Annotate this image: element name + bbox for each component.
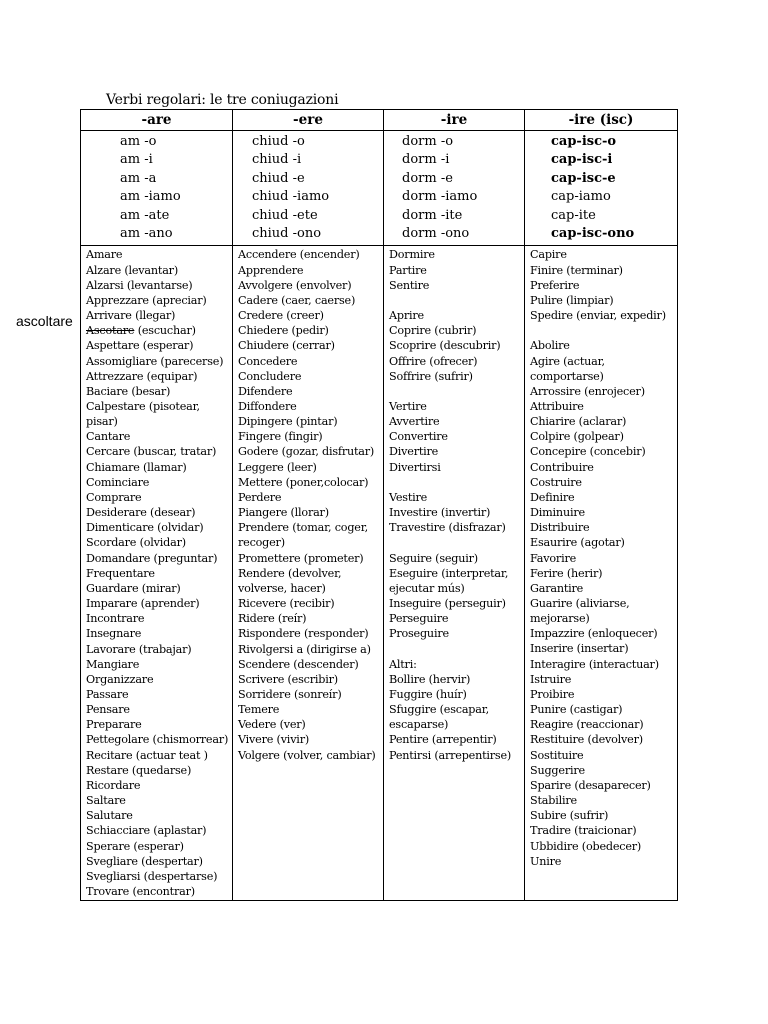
verb-item: Lavorare (trabajar)	[86, 642, 192, 656]
verb-item: Chiedere (pedir)	[238, 324, 329, 338]
conjugation-form: dorm -ite	[402, 207, 463, 223]
verb-item: Comprare	[86, 490, 142, 504]
verb-item: Subire (sufrir)	[530, 809, 609, 823]
verb-item: Finire (terminar)	[530, 263, 623, 277]
verb-item: Diffondere	[238, 400, 297, 413]
verb-item: Credere (creer)	[238, 309, 324, 323]
conjugation-form: am -i	[120, 152, 153, 168]
verb-item: Assomigliare (parecerse)	[86, 354, 224, 368]
verb-item: Leggere (leer)	[238, 460, 317, 474]
verb-item: Pentirsi (arrepentirse)	[389, 748, 512, 762]
verb-item: Colpire (golpear)	[530, 430, 624, 444]
verb-item: Mangiare	[86, 657, 140, 671]
verb-item: Spedire (enviar, expedir)	[530, 309, 666, 323]
verb-item: Incontrare	[86, 612, 145, 626]
verb-item: Concludere	[238, 369, 302, 383]
verb-item: Ridere (reír)	[238, 612, 307, 626]
verb-item: Frequentare	[86, 566, 155, 580]
verb-item: Diminuire	[530, 506, 585, 520]
header-ire: -ire	[384, 110, 525, 131]
conjugation-form: chiud -ete	[252, 207, 318, 223]
conjugation-form: chiud -o	[252, 134, 305, 149]
verb-item: Cadere (caer, caerse)	[238, 293, 356, 307]
conjugation-row	[81, 131, 678, 246]
verb-item: Apprendere	[238, 263, 304, 277]
verb-item: Scoprire (descubrir)	[389, 339, 501, 353]
verb-item: Apprezzare (apreciar)	[86, 293, 207, 307]
verb-item: Saltare	[86, 794, 126, 808]
verb-item: Sparire (desaparecer)	[530, 778, 651, 792]
verb-item: Perdere	[238, 490, 282, 504]
verb-item: Svegliarsi (despertarse)	[86, 869, 218, 883]
page-title: Verbi regolari: le tre coniugazioni	[106, 92, 339, 108]
verb-item: Guarire (aliviarse,	[530, 597, 630, 611]
conjugation-form: cap-isc-ono	[551, 226, 635, 242]
verb-item: Aspettare (esperar)	[86, 339, 194, 353]
verb-item: Sentire	[389, 278, 430, 292]
conjugation-form: am -iamo	[120, 189, 181, 205]
verb-item: Capire	[530, 248, 567, 262]
verb-item: Rivolgersi a (dirigirse a)	[238, 642, 371, 656]
conjugation-form: dorm -iamo	[402, 189, 478, 205]
verbs-ire-isc	[525, 246, 678, 901]
conjugation-form: dorm -e	[402, 170, 453, 186]
conjugation-ere	[233, 131, 384, 246]
verb-item: pisar)	[86, 415, 118, 429]
verb-item: Vedere (ver)	[238, 718, 306, 732]
struck-word: Ascotare	[86, 324, 135, 338]
verb-item: Scendere (descender)	[238, 657, 359, 671]
verb-item: Promettere (prometer)	[238, 551, 364, 565]
header-are: -are	[81, 110, 233, 131]
verb-item	[86, 323, 230, 338]
verb-item: Amare	[86, 248, 123, 262]
verb-item: Scordare (olvidar)	[86, 536, 186, 550]
verb-item: Investire (invertir)	[389, 506, 491, 520]
verb-item: Dipingere (pintar)	[238, 415, 338, 429]
verb-item: Convertire	[389, 430, 448, 444]
verb-item: ejecutar mús)	[389, 581, 465, 595]
conjugation-form: chiud -ono	[252, 226, 322, 242]
verb-item: Schiacciare (aplastar)	[86, 824, 207, 838]
verb-item: Eseguire (interpretar,	[389, 566, 509, 580]
verb-item: Pentire (arrepentir)	[389, 733, 497, 747]
verb-item: Travestire (disfrazar)	[389, 521, 506, 535]
verb-item: Aprire	[389, 309, 424, 323]
verb-item: Salutare	[86, 809, 133, 823]
conjugation-form: cap-isc-o	[551, 134, 617, 149]
verb-item: Contribuire	[530, 460, 594, 474]
verbs-are	[81, 246, 233, 901]
verb-item: Cominciare	[86, 475, 150, 489]
verb-item: Divertire	[389, 445, 439, 459]
verb-item: Concepire (concebir)	[530, 445, 646, 459]
verb-item: Restare (quedarse)	[86, 763, 192, 777]
verb-item	[389, 641, 522, 656]
side-note: ascoltare	[16, 313, 73, 329]
verb-item	[389, 475, 522, 490]
conjugation-form: cap-iamo	[551, 189, 611, 205]
verb-item	[389, 384, 522, 399]
verb-item: Agire (actuar,	[530, 354, 605, 368]
verb-item	[389, 535, 522, 550]
verb-item: Ubbidire (obedecer)	[530, 839, 642, 853]
verb-item: escaparse)	[389, 718, 449, 732]
verb-item: Sfuggire (escapar,	[389, 703, 490, 717]
conjugation-are	[81, 131, 233, 246]
verb-item: Garantire	[530, 581, 584, 595]
header-ire-isc: -ire (isc)	[525, 110, 678, 131]
verb-item: Baciare (besar)	[86, 384, 171, 398]
verb-item: Cantare	[86, 430, 131, 444]
verb-item: Attrezzare (equipar)	[86, 369, 198, 383]
verb-item: Unire	[530, 854, 562, 868]
verb-item: Altri:	[389, 657, 417, 671]
verb-item: Abolire	[530, 339, 570, 353]
verb-item: Chiarire (aclarar)	[530, 415, 627, 429]
verb-item: Perseguire	[389, 612, 449, 626]
verb-item: Attribuire	[530, 399, 584, 413]
conjugation-form: dorm -o	[402, 134, 454, 149]
verb-item: Dormire	[389, 248, 435, 262]
conjugation-form: am -ano	[120, 226, 173, 242]
verb-item: Pulire (limpiar)	[530, 293, 614, 307]
verb-item: Sorridere (sonreír)	[238, 687, 342, 701]
verb-item: Sostituire	[530, 748, 584, 762]
verb-item: Definire	[530, 490, 575, 504]
verb-item: Inserire (insertar)	[530, 642, 629, 656]
verbs-row	[81, 246, 678, 901]
conjugation-table	[80, 109, 678, 901]
verb-item: Favorire	[530, 551, 577, 565]
verbs-ere	[233, 246, 384, 901]
verb-item: Esaurire (agotar)	[530, 536, 625, 550]
verb-item: Vestire	[389, 490, 428, 504]
verb-item: Bollire (hervir)	[389, 672, 471, 686]
verb-item: Arrossire (enrojecer)	[530, 384, 645, 398]
verb-item: Svegliare (despertar)	[86, 854, 203, 868]
verb-item: Preferire	[530, 278, 580, 292]
conjugation-form: cap-ite	[551, 207, 596, 223]
verb-item: Coprire (cubrir)	[389, 324, 477, 338]
verb-item: Ricevere (recibir)	[238, 597, 335, 611]
verb-translation: (escuchar)	[134, 324, 196, 338]
verb-item: Godere (gozar, disfrutar)	[238, 445, 375, 459]
conjugation-form: chiud -e	[252, 170, 305, 186]
verb-item: Avvertire	[389, 415, 440, 429]
conjugation-form: am -a	[120, 170, 157, 186]
verb-item: Domandare (preguntar)	[86, 551, 218, 565]
verb-item: Soffrire (sufrir)	[389, 369, 473, 383]
verb-item: Mettere (poner,colocar)	[238, 475, 369, 489]
verb-item: Proseguire	[389, 627, 449, 641]
verb-item: Istruire	[530, 672, 572, 686]
verb-item: Arrivare (llegar)	[86, 309, 176, 323]
verb-item: Volgere (volver, cambiar)	[238, 748, 376, 762]
verb-item: Imparare (aprender)	[86, 597, 200, 611]
verb-item: Tradire (traicionar)	[530, 824, 637, 838]
verbs-ire	[384, 246, 525, 901]
verb-item: Dimenticare (olvidar)	[86, 521, 204, 535]
verb-item: Concedere	[238, 354, 298, 368]
conjugation-form: dorm -ono	[402, 226, 470, 242]
verb-item: Suggerire	[530, 763, 585, 777]
verb-item: Passare	[86, 687, 129, 701]
verb-item: Reagire (reaccionar)	[530, 718, 644, 732]
verb-item: Punire (castigar)	[530, 703, 623, 717]
verb-item: volverse, hacer)	[238, 581, 326, 595]
verb-item: mejorarse)	[530, 612, 590, 626]
verb-item: Scrivere (escribir)	[238, 672, 338, 686]
verb-item: Interagire (interactuar)	[530, 657, 659, 671]
verb-item: Proibire	[530, 687, 575, 701]
conjugation-form: cap-isc-i	[551, 152, 613, 168]
conjugation-form: chiud -i	[252, 152, 302, 168]
verb-item: Alzarsi (levantarse)	[86, 278, 193, 292]
verb-item: Cercare (buscar, tratar)	[86, 445, 217, 459]
verb-item: Fuggire (huír)	[389, 687, 467, 701]
verb-item: Prendere (tomar, coger,	[238, 521, 368, 535]
verb-item: Vertire	[389, 399, 427, 413]
verb-item: Ricordare	[86, 778, 141, 792]
verb-item: Difendere	[238, 384, 293, 398]
verb-item: comportarse)	[530, 369, 604, 383]
verb-item	[530, 323, 675, 338]
verb-item: Rendere (devolver,	[238, 566, 342, 580]
verb-item: Partire	[389, 263, 427, 277]
verb-item: Vivere (vivir)	[238, 733, 310, 747]
verb-item: Guardare (mirar)	[86, 581, 181, 595]
verb-item: Organizzare	[86, 672, 154, 686]
verb-item: Fingere (fingir)	[238, 430, 323, 444]
verb-item: Accendere (encender)	[238, 248, 360, 262]
verb-item: Offrire (ofrecer)	[389, 354, 478, 368]
verb-item: Chiudere (cerrar)	[238, 339, 335, 353]
verb-item: Inseguire (perseguir)	[389, 596, 506, 610]
verb-item: Pensare	[86, 703, 130, 717]
verb-item: Costruire	[530, 475, 582, 489]
conjugation-form: am -ate	[120, 207, 170, 223]
conjugation-form: cap-isc-e	[551, 170, 616, 186]
verb-item: Divertirsi	[389, 460, 441, 474]
verb-item: Pettegolare (chismorrear)	[86, 733, 229, 747]
conjugation-form: am -o	[120, 134, 157, 149]
verb-item: Chiamare (llamar)	[86, 460, 187, 474]
header-ere: -ere	[233, 110, 384, 131]
verb-item: Recitare (actuar teat )	[86, 748, 208, 762]
verb-item: Seguire (seguir)	[389, 551, 478, 565]
verb-item: Preparare	[86, 718, 142, 732]
verb-item: Avvolgere (envolver)	[238, 278, 352, 292]
conjugation-form: dorm -i	[402, 152, 450, 168]
verb-item: Restituire (devolver)	[530, 733, 643, 747]
verb-item: Calpestare (pisotear,	[86, 400, 200, 413]
conjugation-ire	[384, 131, 525, 246]
header-row	[81, 110, 678, 131]
verb-item: Temere	[238, 703, 280, 717]
conjugation-form: chiud -iamo	[252, 189, 330, 205]
verb-item: Trovare (encontrar)	[86, 885, 195, 898]
conjugation-ire-isc	[525, 131, 678, 246]
verb-item: Impazzire (enloquecer)	[530, 627, 658, 641]
verb-item: Ferire (herir)	[530, 566, 603, 580]
verb-item: Sperare (esperar)	[86, 839, 184, 853]
verb-item: Piangere (llorar)	[238, 506, 329, 520]
verb-item: Desiderare (desear)	[86, 506, 196, 520]
verb-item: Stabilire	[530, 794, 577, 808]
verb-item: Distribuire	[530, 521, 590, 535]
verb-item: recoger)	[238, 536, 285, 550]
verb-item: Alzare (levantar)	[86, 263, 178, 277]
verb-item	[389, 293, 522, 308]
verb-item: Rispondere (responder)	[238, 627, 369, 641]
verb-item: Insegnare	[86, 627, 142, 641]
